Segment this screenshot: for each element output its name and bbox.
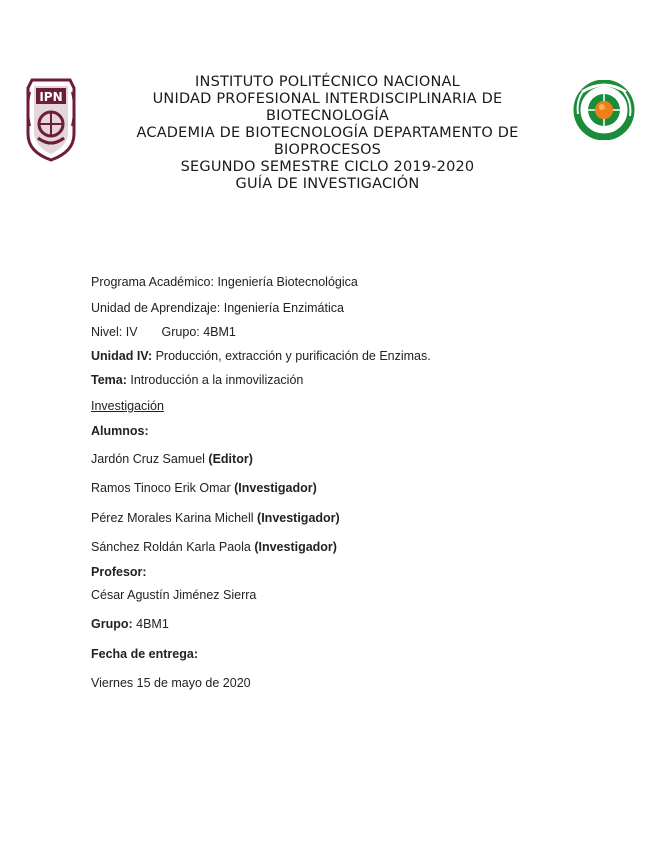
unidad-value: Producción, extracción y purificación de Enzimas. <box>152 349 431 363</box>
alumnos-label: Alumnos: <box>91 424 149 438</box>
document-header <box>100 74 555 193</box>
grupo-label: Grupo: <box>91 617 133 631</box>
semester-cycle: SEGUNDO SEMESTRE CICLO 2019-2020 <box>180 159 475 175</box>
alumno-role: (Editor) <box>208 452 253 466</box>
alumno-role: (Investigador) <box>257 511 340 525</box>
alumno-role: (Investigador) <box>234 481 317 495</box>
alumno-name: Sánchez Roldán Karla Paola <box>91 540 255 554</box>
unidad-aprendizaje: Unidad de Aprendizaje: Ingeniería Enzimática <box>91 301 344 315</box>
nivel: Nivel: IV <box>91 325 138 339</box>
nivel-grupo <box>91 325 236 339</box>
investigacion-heading: Investigación <box>91 399 164 413</box>
fecha-value: Viernes 15 de mayo de 2020 <box>91 676 251 690</box>
ipn-logo <box>24 78 78 162</box>
alumno-item <box>91 481 317 495</box>
alumno-role: (Investigador) <box>254 540 337 554</box>
grupo-inline: Grupo: 4BM1 <box>161 325 236 339</box>
grupo <box>91 617 169 631</box>
academy-name: ACADEMIA DE BIOTECNOLOGÍA DEPARTAMENTO DE BIOPROCESOS <box>136 125 519 158</box>
tema-value: Introducción a la inmovilización <box>126 373 304 387</box>
unit-name: UNIDAD PROFESIONAL INTERDISCIPLINARIA DE BIOTECNOLOGÍA <box>152 91 503 124</box>
unidad-tematica <box>91 349 431 363</box>
profesor-value: César Agustín Jiménez Sierra <box>91 588 257 602</box>
tema-label: Tema: <box>91 373 127 387</box>
alumno-name: Pérez Morales Karina Michell <box>91 511 258 525</box>
programa-academico: Programa Académico: Ingeniería Biotecnológica <box>91 275 358 289</box>
profesor-label: Profesor: <box>91 565 147 579</box>
alumno-name: Jardón Cruz Samuel <box>91 452 209 466</box>
unidad-label: Unidad IV: <box>91 349 153 363</box>
fecha-label: Fecha de entrega: <box>91 647 198 661</box>
upibi-logo <box>572 80 636 140</box>
alumno-item <box>91 511 340 525</box>
alumno-item <box>91 452 253 466</box>
tema <box>91 373 303 387</box>
alumno-item <box>91 540 337 554</box>
document-title: GUÍA DE INVESTIGACIÓN <box>235 176 420 192</box>
grupo-value: 4BM1 <box>132 617 169 631</box>
institution-name: INSTITUTO POLITÉCNICO NACIONAL <box>195 74 460 90</box>
ipn-logo-text: IPN <box>39 90 63 104</box>
alumno-name: Ramos Tinoco Erik Omar <box>91 481 235 495</box>
